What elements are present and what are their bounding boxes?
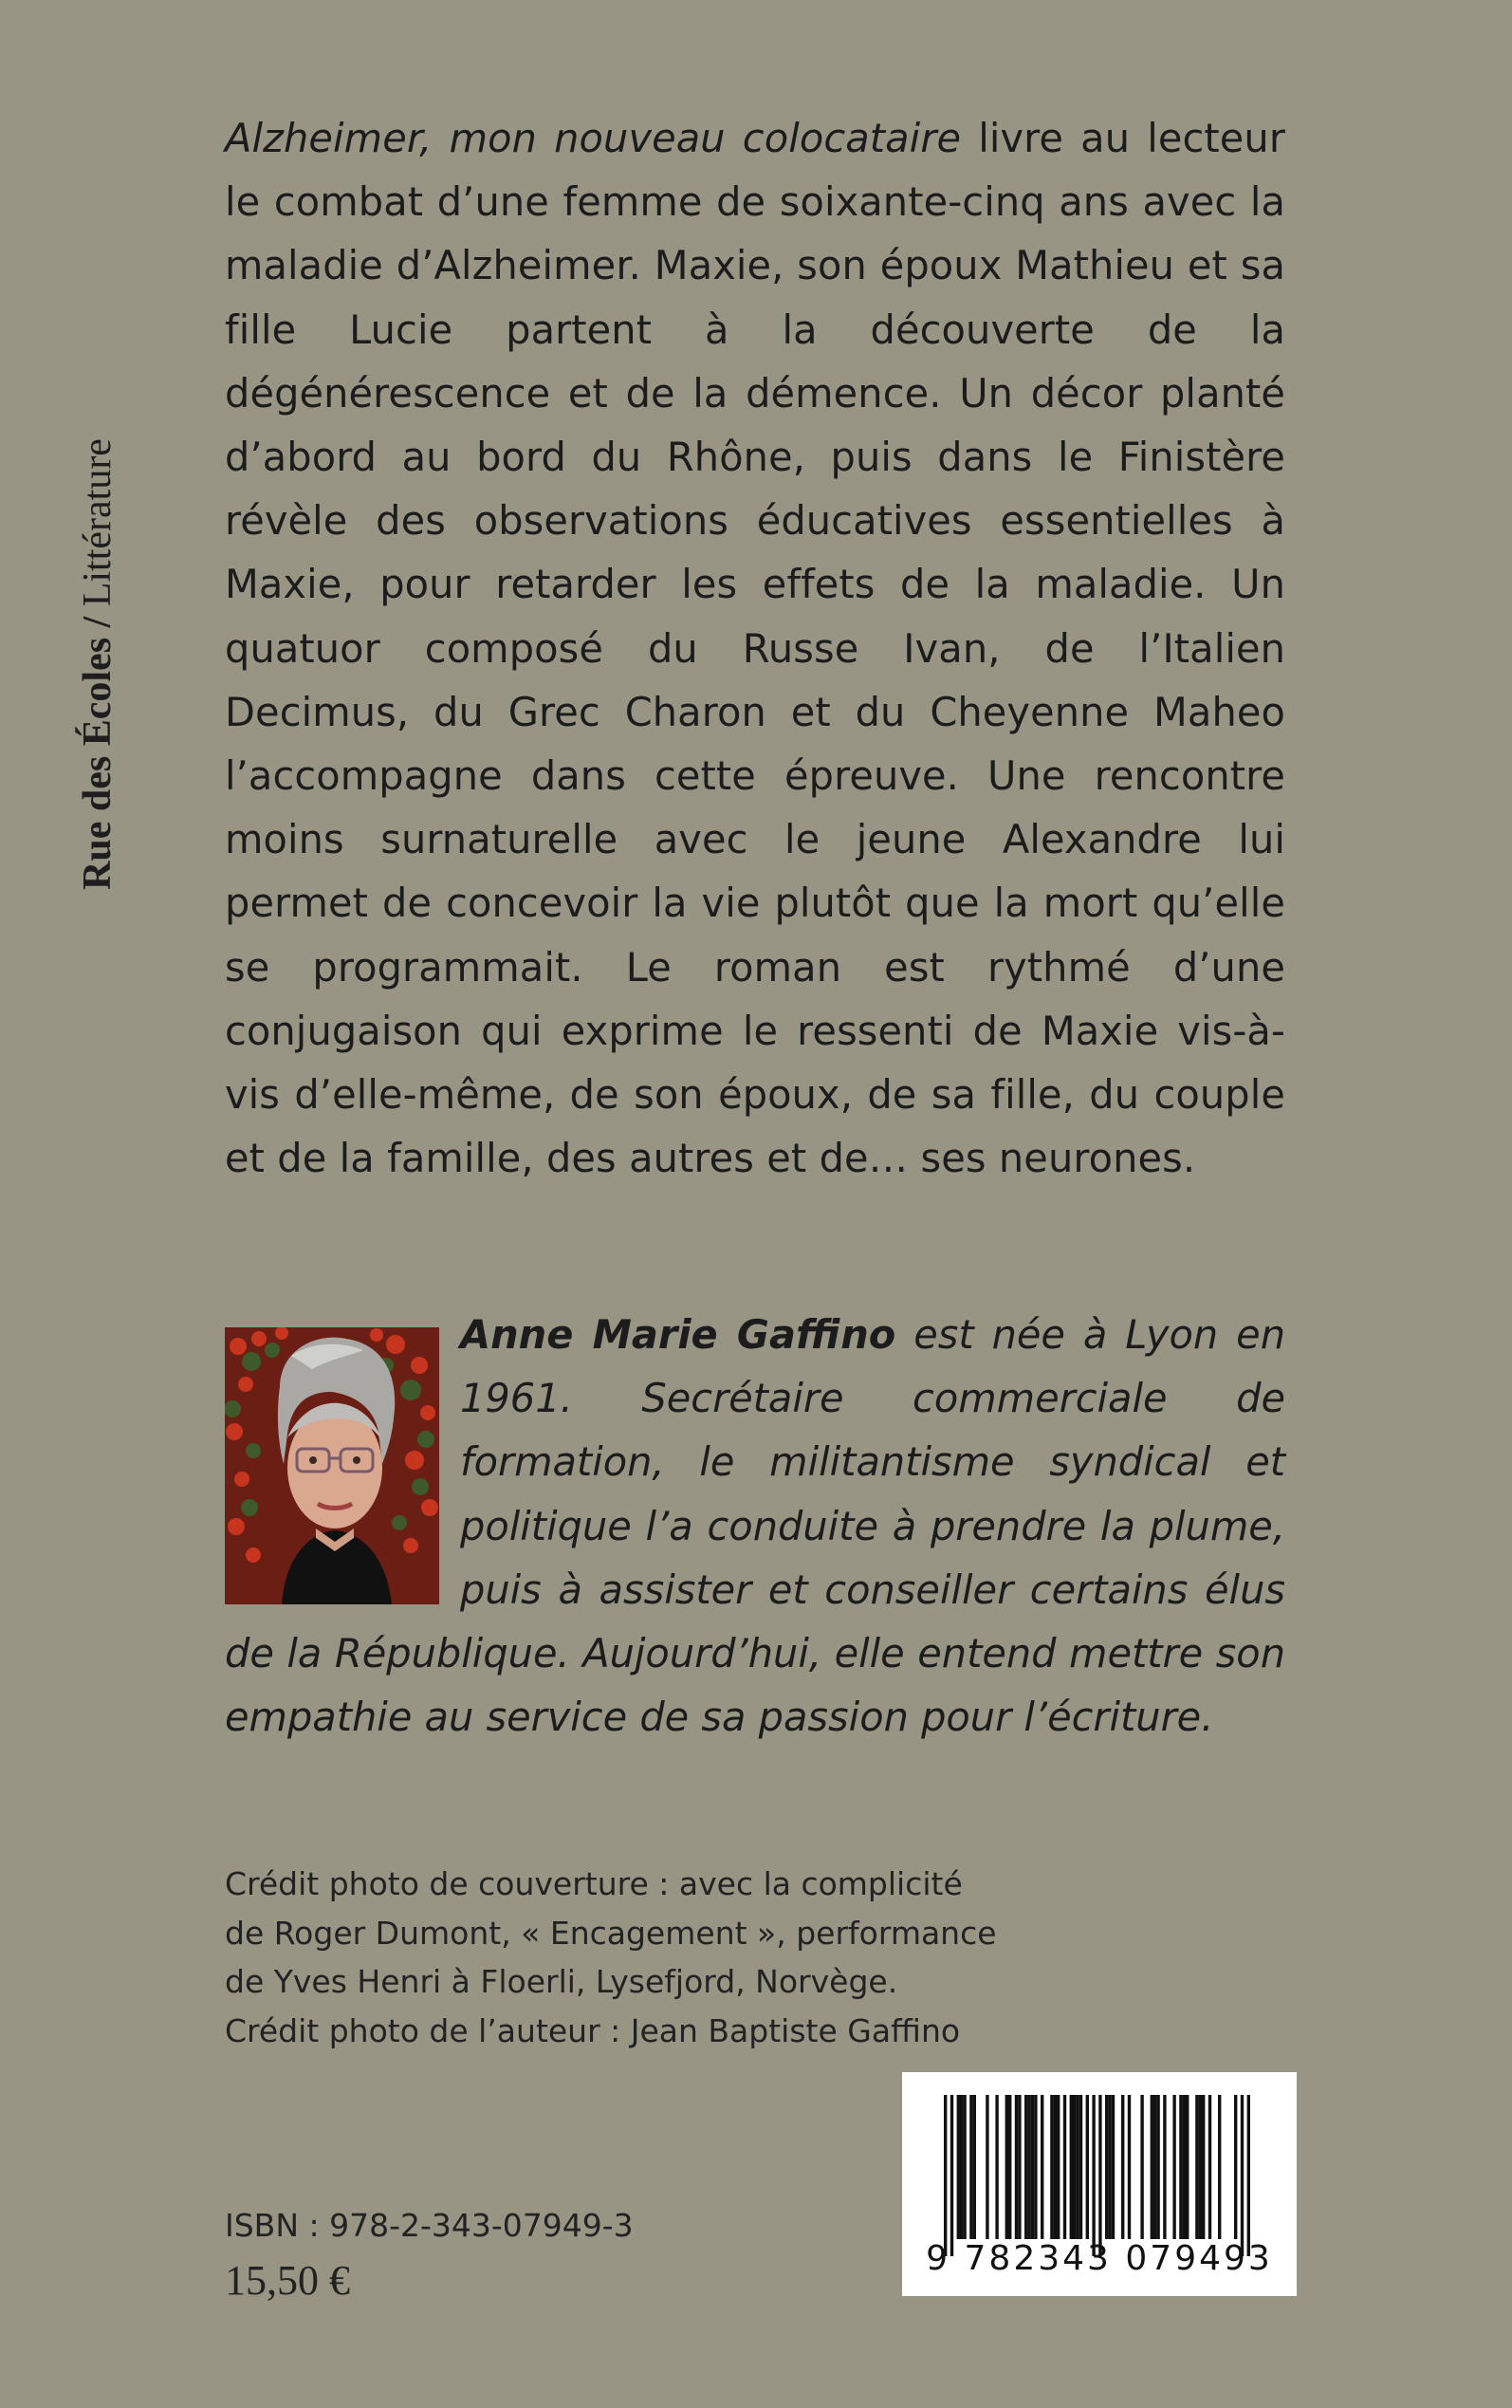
barcode-bar (1070, 2095, 1073, 2239)
barcode-bar (1027, 2095, 1030, 2239)
barcode-bar (1179, 2095, 1182, 2239)
barcode-bar (963, 2095, 966, 2239)
barcode-bar (1076, 2095, 1079, 2239)
barcode-bar (1018, 2095, 1021, 2239)
barcode-bar (1218, 2095, 1221, 2239)
barcode-bar (1054, 2095, 1057, 2239)
barcode-bar (1195, 2095, 1198, 2239)
credit-line: Crédit photo de couverture : avec la complicité (225, 1865, 963, 1902)
price: 15,50 € (225, 2257, 350, 2304)
barcode (902, 2072, 1297, 2296)
barcode-bar (950, 2095, 953, 2256)
barcode-bar (969, 2095, 972, 2239)
spine-publisher: Rue des Écoles (76, 637, 120, 890)
barcode-bar (1057, 2095, 1060, 2239)
barcode-bar (1092, 2095, 1095, 2256)
barcode-bar (1112, 2095, 1115, 2239)
photo-credits (225, 1860, 1079, 2055)
barcode-bar (1024, 2095, 1027, 2239)
barcode-bar (1183, 2095, 1186, 2239)
author-name: Anne Marie Gaffino (460, 1311, 896, 1358)
barcode-bar (960, 2095, 963, 2239)
book-title: Alzheimer, mon nouveau colocataire (225, 115, 962, 161)
barcode-bar (1186, 2095, 1189, 2239)
barcode-digits: 9 782343 079493 (926, 2239, 1273, 2278)
barcode-bar (944, 2095, 947, 2256)
barcode-bar (1151, 2095, 1153, 2239)
barcode-bar (1153, 2095, 1156, 2239)
spine-separator: / (76, 616, 120, 628)
barcode-bar (1247, 2095, 1250, 2256)
barcode-bar (1031, 2095, 1034, 2239)
credit-line: de Roger Dumont, « Encagement », performance (225, 1914, 997, 1952)
barcode-bar (1105, 2095, 1108, 2239)
isbn-number: ISBN : 978-2-343-07949-3 (225, 2207, 634, 2244)
barcode-bar (1108, 2095, 1111, 2239)
barcode-bar (1034, 2095, 1037, 2239)
barcode-bar (1208, 2095, 1211, 2239)
book-summary (225, 106, 1285, 1190)
barcode-bar (957, 2095, 960, 2239)
barcode-bar (1241, 2095, 1244, 2256)
barcode-bar (1202, 2095, 1205, 2239)
barcode-bar (1008, 2095, 1011, 2239)
barcode-bar (1098, 2095, 1101, 2256)
barcode-bar (1041, 2095, 1043, 2239)
barcode-bar (995, 2095, 998, 2239)
book-summary-text: livre au lecteur le combat d’une femme de soixante-cinq ans avec la maladie d’Alzheimer. Maxie, son époux Mathieu et sa fille Lucie partent à la découverte de la dégénérescence et de la démence. Un décor planté d’abord au bord du Rhône, puis dans le Finistère révèle des observations éducatives essentielles à Maxie, pour retarder les effets de la maladie. Un quatuor composé du Russe Ivan, de l’Italien Decimus, du Grec Charon et du Cheyenne Maheo l’accompagne dans cette épreuve. Une rencontre moins surnaturelle avec le jeune Alexandre lui permet de concevoir la vie plutôt que la mort qu’elle se programmait. Le roman est rythmé d’une conjugaison qui exprime le ressenti de Maxie vis-à-vis d’elle-même, de son époux, de sa fille, du couple et de la famille, des autres et de… ses neurones. (225, 115, 1285, 1182)
barcode-bar (973, 2095, 976, 2239)
author-photo (225, 1327, 439, 1604)
barcode-bar (1063, 2095, 1066, 2239)
barcode-bar (1015, 2095, 1018, 2239)
barcode-bar (1079, 2095, 1082, 2239)
barcode-bar (1121, 2095, 1124, 2239)
barcode-bar (1086, 2095, 1089, 2239)
barcode-bar (1005, 2095, 1008, 2239)
spine-genre: Littérature (76, 438, 120, 607)
spine-collection-label (75, 438, 120, 890)
barcode-bar (1073, 2095, 1076, 2239)
barcode-bar (1234, 2095, 1237, 2239)
credit-line: Crédit photo de l’auteur : Jean Baptiste Gaffino (225, 2011, 961, 2049)
author-bio-text: est née à Lyon en 1961. Secrétaire commerciale de formation, le militantisme syndical et politique l’a conduite à prendre la plume, puis à assister et conseiller certains élus de la République. Aujourd’hui, elle entend mettre son empathie au service de sa passion pour l’écriture. (225, 1311, 1285, 1741)
credit-line: de Yves Henri à Floerli, Lysefjord, Norvège. (225, 1963, 898, 2000)
barcode-bar (1172, 2095, 1175, 2239)
author-bio (225, 1303, 1285, 1749)
barcode-bar (1140, 2095, 1143, 2239)
barcode-bar (1050, 2095, 1053, 2239)
barcode-bar (986, 2095, 988, 2239)
barcode-bar (1128, 2095, 1131, 2239)
barcode-bar (1156, 2095, 1159, 2239)
barcode-bar (1199, 2095, 1202, 2239)
barcode-bar (1163, 2095, 1166, 2239)
